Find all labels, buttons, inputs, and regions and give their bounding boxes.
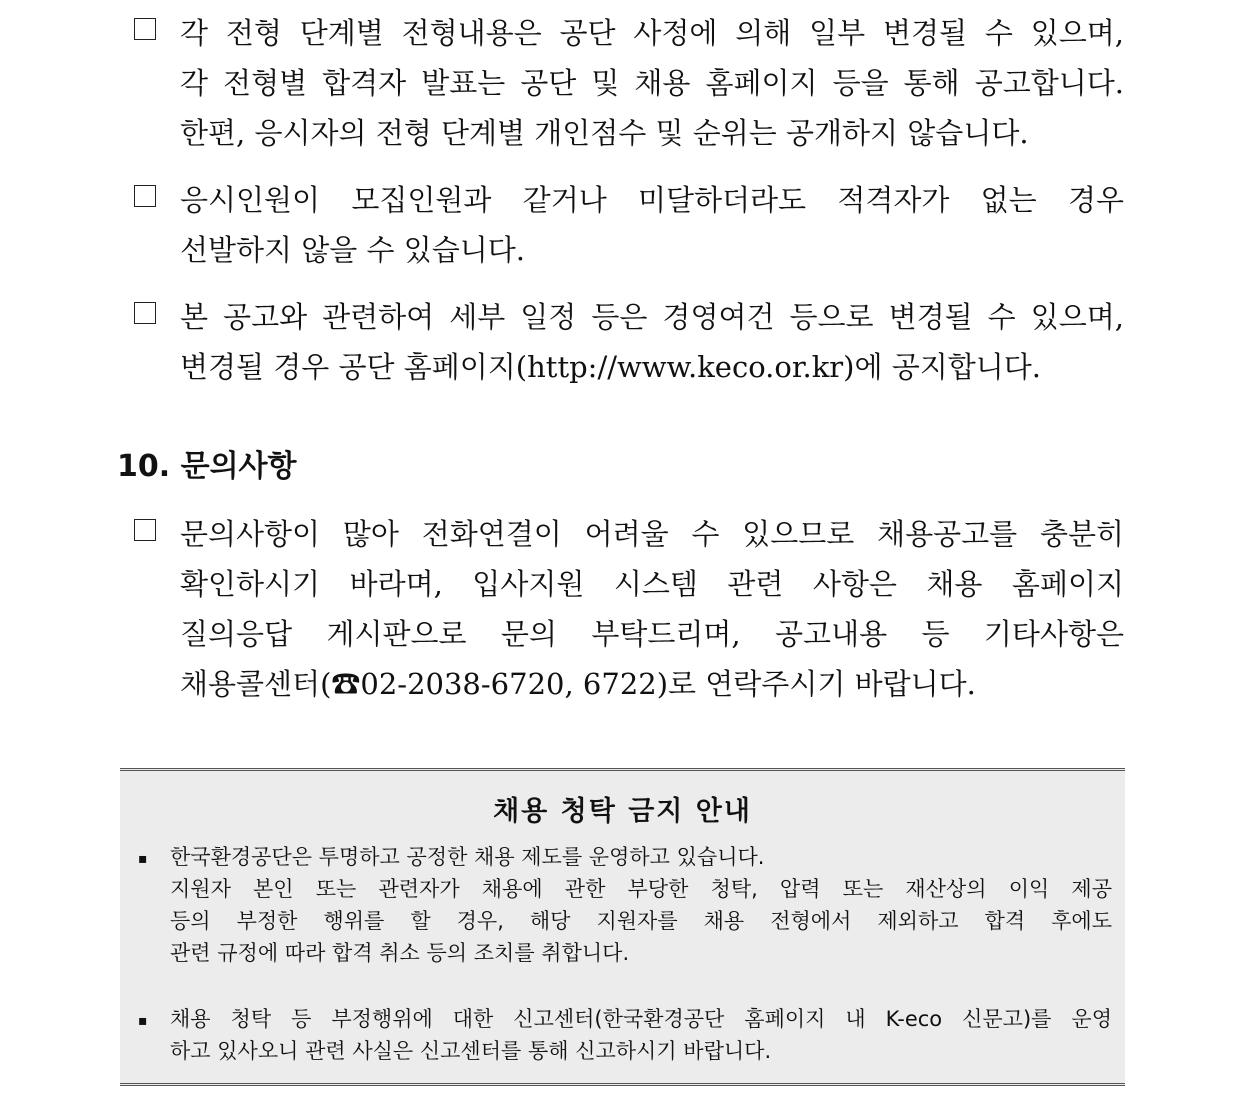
bullet-icon: ▪: [138, 1013, 148, 1029]
notice-line: 채용 청탁 등 부정행위에 대한 신고센터(한국환경공단 홈페이지 내 K-eco 신문고)를 운영: [170, 1007, 1112, 1031]
checkbox-square-icon: [134, 18, 156, 40]
item-line: 변경될 경우 공단 홈페이지(http://www.keco.or.kr)에 공지합니다.: [180, 350, 1041, 384]
notice-line: 관련 규정에 따라 합격 취소 등의 조치를 취합니다.: [170, 941, 630, 965]
notice-line: 하고 있사오니 관련 사실은 신고센터를 통해 신고하시기 바랍니다.: [170, 1039, 772, 1063]
notice-line: 지원자 본인 또는 관련자가 채용에 관한 부당한 청탁, 압력 또는 재산상의 이익 제공: [170, 877, 1112, 901]
notice-bullet-text: [170, 1003, 1112, 1067]
item-line: 응시인원이 모집인원과 같거나 미달하더라도 적격자가 없는 경우: [180, 183, 1124, 217]
notice-line: 등의 부정한 행위를 할 경우, 해당 지원자를 채용 전형에서 제외하고 합격 후에도: [170, 909, 1112, 933]
notice-title: 채용 청탁 금지 안내: [493, 796, 752, 827]
bullet-icon: ▪: [138, 851, 148, 867]
item-line: 선발하지 않을 수 있습니다.: [180, 233, 526, 267]
item-line: 문의사항이 많아 전화연결이 어려울 수 있으므로 채용공고를 충분히: [180, 517, 1124, 551]
item-line: 각 전형 단계별 전형내용은 공단 사정에 의해 일부 변경될 수 있으며,: [180, 16, 1124, 50]
item-line: 본 공고와 관련하여 세부 일정 등은 경영여건 등으로 변경될 수 있으며,: [180, 300, 1124, 334]
checkbox-square-icon: [134, 302, 156, 324]
notice-line: 한국환경공단은 투명하고 공정한 채용 제도를 운영하고 있습니다.: [170, 845, 765, 869]
section-heading: 10. 문의사항: [117, 449, 297, 484]
recruitment-solicitation-notice: [120, 768, 1125, 1086]
item-line: 채용콜센터(☎02-2038-6720, 6722)로 연락주시기 바랍니다.: [180, 667, 976, 701]
item-line: 한편, 응시자의 전형 단계별 개인점수 및 순위는 공개하지 않습니다.: [180, 116, 1029, 150]
item-line: 확인하시기 바라며, 입사지원 시스템 관련 사항은 채용 홈페이지: [180, 567, 1124, 601]
checkbox-square-icon: [134, 185, 156, 207]
notice-bullet-text: [170, 841, 1112, 969]
item-line: 각 전형별 합격자 발표는 공단 및 채용 홈페이지 등을 통해 공고합니다.: [180, 66, 1124, 100]
item-line: 질의응답 게시판으로 문의 부탁드리며, 공고내용 등 기타사항은: [180, 617, 1124, 651]
checkbox-square-icon: [134, 519, 156, 541]
